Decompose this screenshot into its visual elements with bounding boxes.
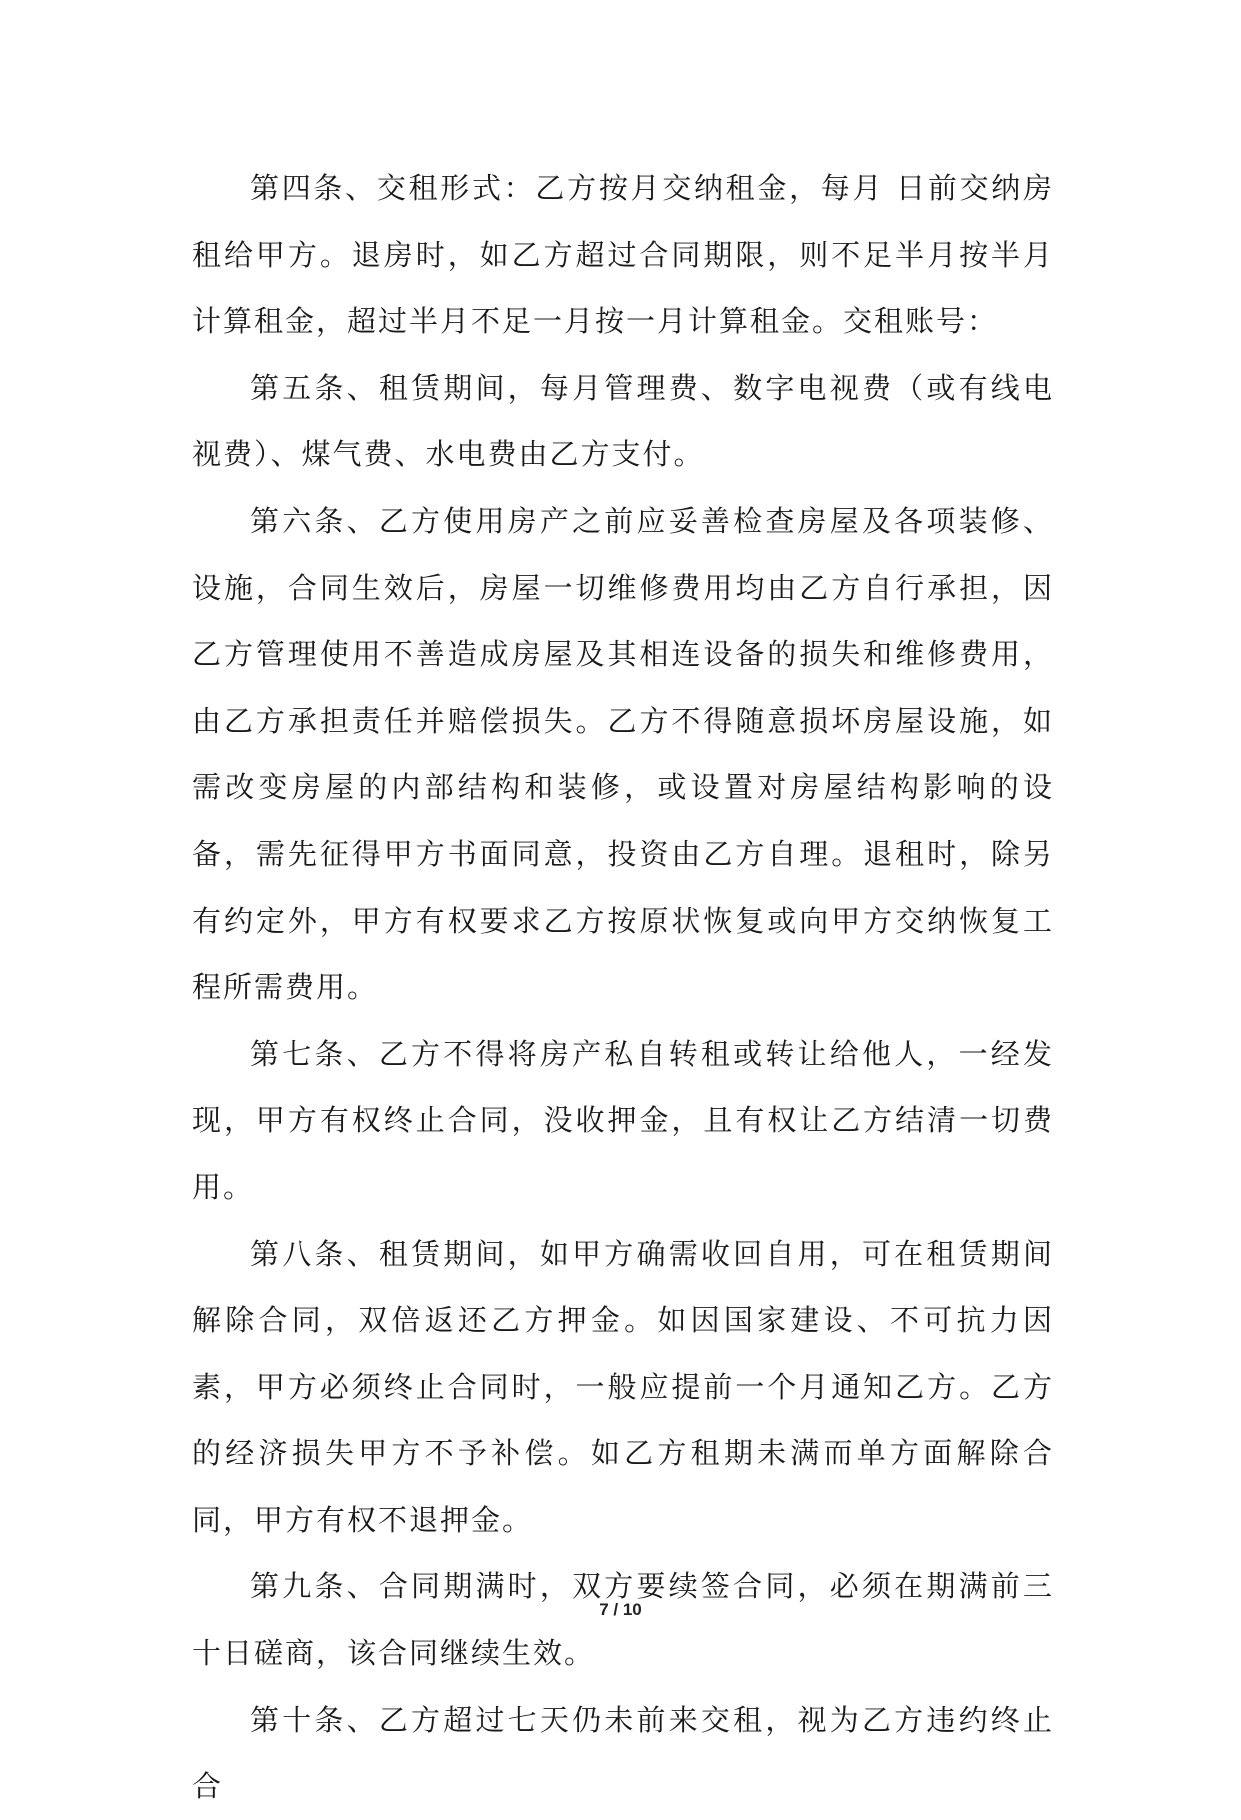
clause-6-paragraph: 第六条、乙方使用房产之前应妥善检查房屋及各项装修、设施，合同生效后，房屋一切维修费用均由乙方自行承担，因乙方管理使用不善造成房屋及其相连设备的损失和维修费用，由乙方承担责任并赔偿损失。乙方不得随意损坏房屋设施，如需改变房屋的内部结构和装修，或设置对房屋结构影响的设备，需先征得甲方书面同意，投资由乙方自理。退租时，除另有约定外，甲方有权要求乙方按原状恢复或向甲方交纳恢复工程所需费用。 — [192, 503, 1054, 1005]
page-number: 7 / 10 — [599, 1600, 642, 1619]
clause-9-paragraph: 第九条、合同期满时，双方要续签合同，必须在期满前三十日磋商，该合同继续生效。 — [192, 1569, 1054, 1671]
clause-10-paragraph: 第十条、乙方超过七天仍未前来交租，视为乙方违约终止合 — [192, 1702, 1054, 1804]
clause-7-paragraph: 第七条、乙方不得将房产私自转租或转让给他人，一经发现，甲方有权终止合同，没收押金，且有权让乙方结清一切费用。 — [192, 1036, 1054, 1204]
clause-8-paragraph: 第八条、租赁期间，如甲方确需收回自用，可在租赁期间解除合同，双倍返还乙方押金。如因国家建设、不可抗力因素，甲方必须终止合同时，一般应提前一个月通知乙方。乙方的经济损失甲方不予补偿。如乙方租期未满而单方面解除合同，甲方有权不退押金。 — [192, 1236, 1054, 1537]
clause-4-paragraph: 第四条、交租形式：乙方按月交纳租金，每月 日前交纳房租给甲方。退房时，如乙方超过合同期限，则不足半月按半月计算租金，超过半月不足一月按一月计算租金。交租账号： — [192, 171, 1054, 339]
clause-5-paragraph: 第五条、租赁期间，每月管理费、数字电视费（或有线电视费）、煤气费、水电费由乙方支付。 — [192, 370, 1054, 472]
document-body — [192, 155, 1054, 1820]
